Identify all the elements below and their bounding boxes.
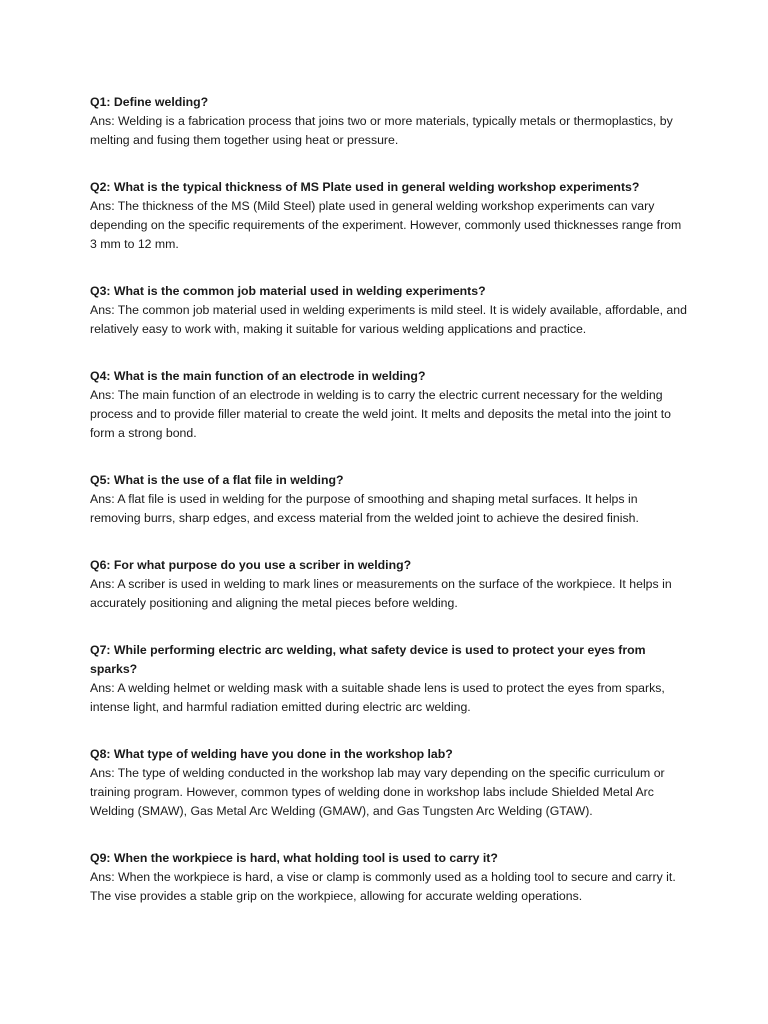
question-text: Q6: For what purpose do you use a scriber in welding? [90,558,412,572]
qa-item [90,93,690,150]
answer-text: Ans: The common job material used in welding experiments is mild steel. It is widely available, affordable, and relatively easy to work with, making it suitable for various welding applications and practice. [90,303,687,336]
qa-item [90,282,690,339]
question-text: Q1: Define welding? [90,95,209,109]
answer-text: Ans: The main function of an electrode in welding is to carry the electric current necessary for the welding process and to provide filler material to create the weld joint. It melts and deposits the metal into the joint to form a strong bond. [90,388,671,440]
question-text: Q4: What is the main function of an electrode in welding? [90,369,426,383]
qa-item [90,556,690,613]
qa-item [90,471,690,528]
answer-text: Ans: A welding helmet or welding mask with a suitable shade lens is used to protect the eyes from sparks, intense light, and harmful radiation emitted during electric arc welding. [90,681,665,714]
qa-item [90,745,690,821]
answer-text: Ans: A scriber is used in welding to mark lines or measurements on the surface of the workpiece. It helps in accurately positioning and aligning the metal pieces before welding. [90,577,672,610]
question-text: Q5: What is the use of a flat file in welding? [90,473,344,487]
qa-item [90,178,690,254]
answer-text: Ans: The type of welding conducted in the workshop lab may vary depending on the specific curriculum or training program. However, common types of welding done in workshop labs include Shielded Metal Arc Welding (SMAW), Gas Metal Arc Welding (GMAW), and Gas Tungsten Arc Welding (GTAW). [90,766,665,818]
answer-text: Ans: Welding is a fabrication process that joins two or more materials, typically metals or thermoplastics, by melting and fusing them together using heat or pressure. [90,114,673,147]
question-text: Q2: What is the typical thickness of MS Plate used in general welding workshop experiments? [90,180,640,194]
answer-text: Ans: The thickness of the MS (Mild Steel) plate used in general welding workshop experiments can vary depending on the specific requirements of the experiment. However, commonly used thicknesses range from 3 mm to 12 mm. [90,199,682,251]
qa-item [90,641,690,717]
answer-text: Ans: When the workpiece is hard, a vise or clamp is commonly used as a holding tool to secure and carry it. The vise provides a stable grip on the workpiece, allowing for accurate welding operations. [90,870,676,903]
qa-item [90,849,690,906]
question-text: Q3: What is the common job material used in welding experiments? [90,284,486,298]
question-text: Q9: When the workpiece is hard, what holding tool is used to carry it? [90,851,498,865]
document-page [90,93,690,934]
question-text: Q7: While performing electric arc welding, what safety device is used to protect your eyes from sparks? [90,643,646,676]
answer-text: Ans: A flat file is used in welding for the purpose of smoothing and shaping metal surfaces. It helps in removing burrs, sharp edges, and excess material from the welded joint to achieve the desired finish. [90,492,639,525]
qa-item [90,367,690,443]
question-text: Q8: What type of welding have you done in the workshop lab? [90,747,453,761]
